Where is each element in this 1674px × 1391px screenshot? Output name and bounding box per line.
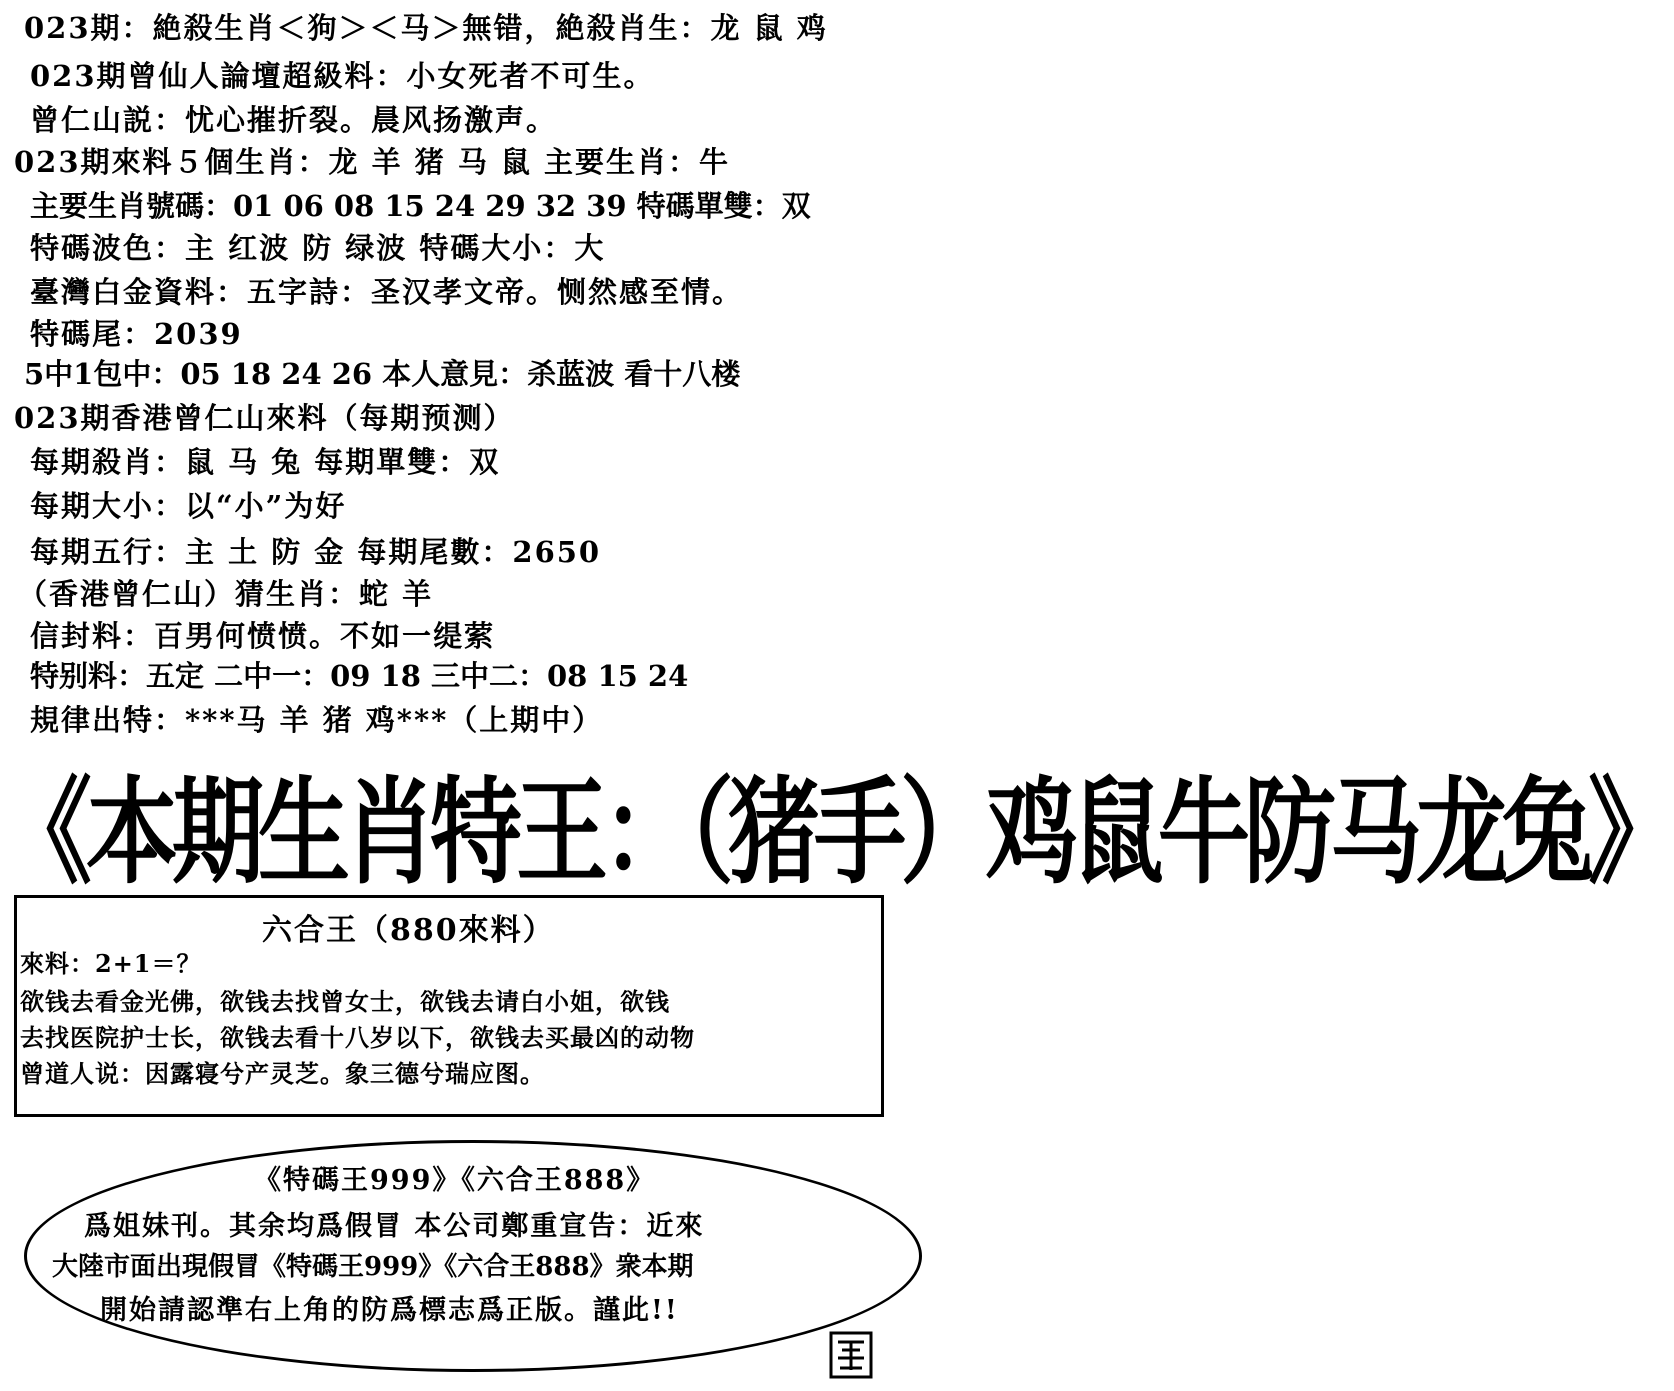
envelope-line: 信封料：百男何愤愤。不如一缇萦 xyxy=(30,619,496,653)
five-in-one-line: 5中1包中：05 18 24 26 本人意見：杀蓝波 看十八楼 xyxy=(24,357,741,391)
pattern-line: 規律出特：***马 羊 猪 鸡***（上期中） xyxy=(30,703,604,737)
five-elements-line: 每期五行：主 土 防 金 每期尾數：2650 xyxy=(30,535,602,569)
guess-zodiac-line: （香港曾仁山）猜生肖：蛇 羊 xyxy=(18,577,434,611)
notice-line-1: 《特碼王999》《六合王888》 xyxy=(254,1165,656,1196)
kill-each-line: 每期殺肖：鼠 马 兔 每期單雙：双 xyxy=(30,445,501,479)
special-material-line: 特别料：五定 二中一：09 18 三中二：08 15 24 xyxy=(30,659,689,693)
main-numbers-line: 主要生肖號碼：01 06 08 15 24 29 32 39 特碼單雙：双 xyxy=(30,189,811,223)
box-text-line-2: 去找医院护士长，欲钱去看十八岁以下，欲钱去买最凶的动物 xyxy=(20,1023,695,1052)
liuhe-box-title: 六合王（880來料） xyxy=(262,913,555,948)
zeng-saying-line: 曾仁山説：忧心摧折裂。晨风扬激声。 xyxy=(30,103,558,137)
special-tail-line: 特碼尾：2039 xyxy=(30,317,243,351)
box-text-line-3: 曾道人说：因露寝兮产灵芝。象三德兮瑞应图。 xyxy=(20,1059,545,1088)
kill-zodiac-line: 023期：絶殺生肖＜狗＞＜马＞無错，絶殺肖生：龙 鼠 鸡 xyxy=(24,11,828,45)
stamp-seal-icon xyxy=(828,1330,874,1380)
size-line: 每期大小：以“小”为好 xyxy=(30,489,347,523)
wave-color-line: 特碼波色：主 红波 防 绿波 特碼大小：大 xyxy=(30,231,606,265)
box-riddle-line: 來料：2+1＝？ xyxy=(20,949,202,978)
forum-material-line: 023期曾仙人論壇超級料：小女死者不可生。 xyxy=(30,59,655,93)
taiwan-poem-line: 臺灣白金資料：五字詩：圣汉孝文帝。恻然感至情。 xyxy=(30,275,744,309)
box-text-line-1: 欲钱去看金光佛，欲钱去找曾女士，欲钱去请白小姐，欲钱 xyxy=(20,987,670,1016)
five-zodiac-line: 023期來料５個生肖：龙 羊 猪 马 鼠 主要生肖：牛 xyxy=(14,145,731,179)
headline-banner: 《本期生肖特王：（猪手）鸡鼠牛防马龙兔》 xyxy=(0,765,1674,900)
notice-line-2: 爲姐妹刊。其余均爲假冒 本公司鄭重宣告：近來 xyxy=(84,1211,705,1242)
hongkong-header-line: 023期香港曾仁山來料（每期预测） xyxy=(14,401,515,435)
notice-line-3: 大陸市面出現假冒《特碼王999》《六合王888》衆本期 xyxy=(52,1252,694,1282)
notice-line-4: 開始請認準右上角的防爲標志爲正版。謹此!! xyxy=(100,1295,679,1326)
